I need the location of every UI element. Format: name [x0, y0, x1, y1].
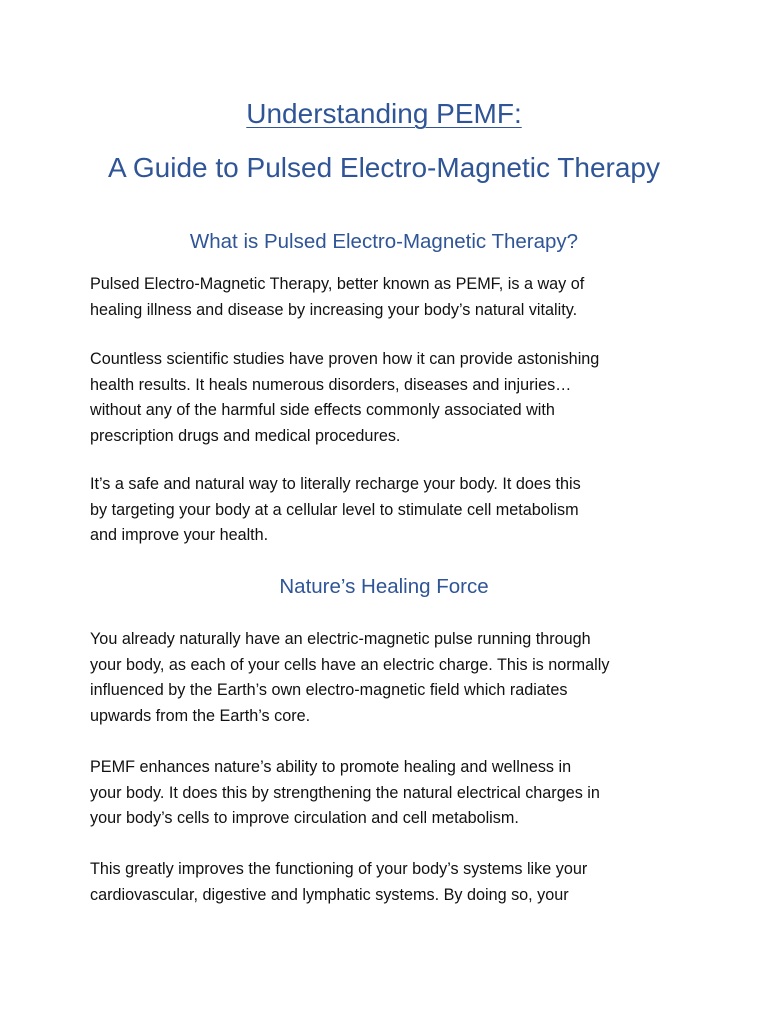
paragraph-recharge-body: [90, 472, 690, 549]
text-line: health results. It heals numerous disorders, diseases and injuries…: [90, 375, 572, 394]
text-line: It’s a safe and natural way to literally recharge your body. It does this: [90, 475, 581, 493]
text-line: Countless scientific studies have proven how it can provide astonishing: [90, 350, 600, 368]
text-line: You already naturally have an electric-magnetic pulse running through: [90, 630, 591, 648]
text-line: PEMF enhances nature’s ability to promote healing and wellness in: [90, 758, 572, 776]
text-line: your body, as each of your cells have an electric charge. This is normally: [90, 655, 610, 674]
section-heading-what-is-pemf: What is Pulsed Electro-Magnetic Therapy?: [189, 230, 579, 253]
document-title: [0, 96, 768, 132]
section-heading-natures-healing-force: Nature’s Healing Force: [279, 575, 489, 598]
text-line: This greatly improves the functioning of your body’s systems like your: [90, 860, 588, 878]
paragraph-electric-pulse: [90, 627, 690, 729]
document-subtitle: A Guide to Pulsed Electro-Magnetic Therapy: [107, 152, 660, 183]
text-line: your body’s cells to improve circulation and cell metabolism.: [90, 809, 519, 827]
document-title-text: Understanding PEMF:: [246, 98, 522, 129]
text-line: healing illness and disease by increasing your body’s natural vitality.: [90, 300, 578, 319]
text-line: without any of the harmful side effects commonly associated with: [90, 401, 555, 419]
paragraph-pemf-definition: [90, 272, 690, 323]
text-line: by targeting your body at a cellular level to stimulate cell metabolism: [90, 500, 579, 519]
text-line: Pulsed Electro-Magnetic Therapy, better known as PEMF, is a way of: [90, 275, 585, 293]
text-line: prescription drugs and medical procedures.: [90, 426, 401, 445]
text-line: your body. It does this by strengthening the natural electrical charges in: [90, 783, 600, 802]
paragraph-body-systems: [90, 857, 690, 908]
text-line: and improve your health.: [90, 526, 269, 544]
paragraph-scientific-studies: [90, 347, 690, 449]
text-line: upwards from the Earth’s core.: [90, 706, 311, 725]
text-line: influenced by the Earth’s own electro-magnetic field which radiates: [90, 681, 568, 699]
text-line: cardiovascular, digestive and lymphatic systems. By doing so, your: [90, 885, 569, 904]
paragraph-pemf-enhances: [90, 755, 690, 832]
